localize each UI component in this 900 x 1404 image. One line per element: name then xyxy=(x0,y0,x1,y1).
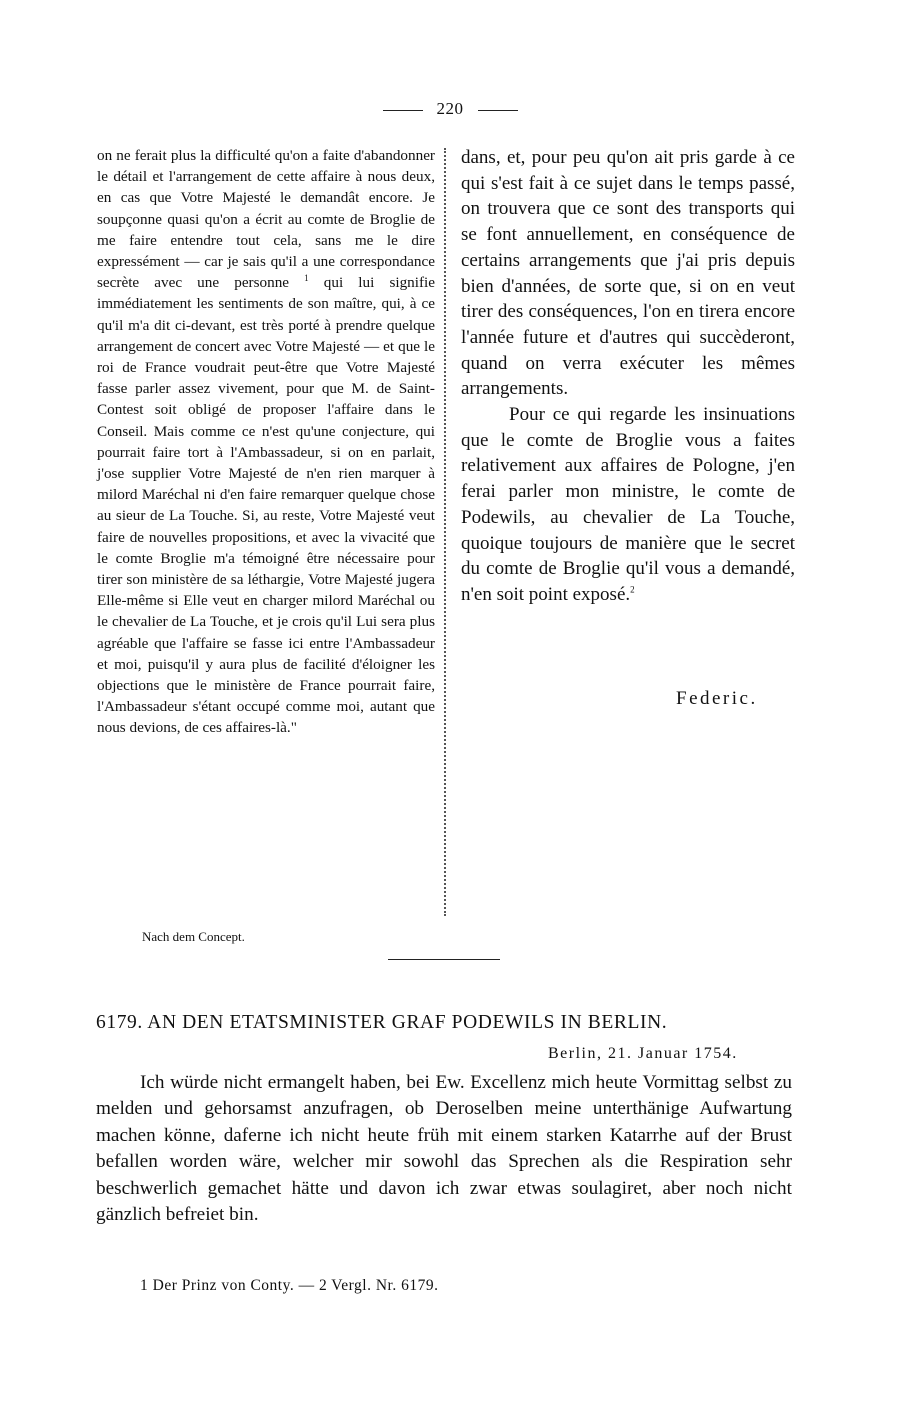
letter-date: Berlin, 21. Januar 1754. xyxy=(548,1045,738,1062)
column-divider xyxy=(444,148,446,916)
left-column-text: on ne ferait plus la difficulté qu'on a faite d'abandonner le détail et l'arrangement de cette affaire à nous deux, en cas que Votre Majesté le demandât encore. Je soupçonne quasi qu'on a écrit au comte de Broglie de me faire entendre tout cela, sans me le dire expressément — car je sais qu'il a une correspondance secrète avec une personne xyxy=(97,147,435,292)
left-column-paragraph xyxy=(97,145,435,739)
right-column-paragraph-2-text: Pour ce qui regarde les insinuations que le comte de Broglie vous a faites relativement aux affaires de Pologne, j'en ferai parler mon ministre, le comte de Podewils, au chevalier de La Touche, quoique toujours de manière que le secret du comte de Broglie qu'il vous a demandé, n'en soit point exposé. xyxy=(461,404,795,605)
footnotes: 1 Der Prinz von Conty. — 2 Vergl. Nr. 6179. xyxy=(140,1277,439,1294)
left-column xyxy=(97,145,435,739)
footnote-marker-1: 1 xyxy=(304,273,309,284)
header-dash-left xyxy=(383,110,423,111)
footnote-marker-2: 2 xyxy=(630,584,635,595)
letter-body xyxy=(96,1070,792,1228)
source-note: Nach dem Concept. xyxy=(142,929,245,944)
signature: Federic. xyxy=(676,688,758,709)
right-column xyxy=(461,145,795,608)
letter-body-text: Ich würde nicht ermangelt haben, bei Ew. Excellenz mich heute Vormittag selbst zu melden und gehorsamst anzufragen, ob Deroselben meine unterthänige Aufwartung machen könne, daferne ich nicht heute früh mit einem starken Katarrhe auf der Brust befallen worden wäre, welcher mir sowohl das Sprechen als die Respiration sehr beschwerlich gemachet hätte und davon ich zwar etwas soulagiret, aber noch nicht gänzlich befreiet bin. xyxy=(96,1072,792,1226)
right-column-paragraph-2 xyxy=(461,402,795,608)
right-column-paragraph-1: dans, et, pour peu qu'on ait pris garde à ce qui s'est fait à ce sujet dans le temps passé, on trouvera que ce sont des transports qui se font annuellement, en conséquence de certains arrangements que j'ai pris depuis bien d'années, de sorte que, si on en veut tirer des conséquences, l'on en tirera encore l'année future et d'autres qui succèderont, quand on verra exécuter les mêmes arrangements. xyxy=(461,147,795,400)
left-column-text-continued: qui lui signifie immédiatement les sentiments de son maître, qui, à ce qu'il m'a dit ci-devant, est très porté à prendre quelque arrangement de concert avec Votre Majesté — et que le roi de France voudrait peut-être que Votre Majesté fasse parler assez vivement, pour que M. de Saint-Contest soit obligé de proposer l'affaire dans le Conseil. Mais comme ce n'est qu'une conjecture, qui pourrait faire tort à l'Ambassadeur, si on en parlait, j'ose supplier Votre Majesté de n'en rien marquer à milord Maréchal ni d'en faire remarquer quelque chose au sieur de La Touche. Si, au reste, Votre Majesté veut faire de nouvelles propositions, et avec la vivacité que le comte Broglie m'a témoigné être nécessaire pour tirer son ministère de sa léthargie, Votre Majesté jugera Elle-même si Elle veut en charger milord Maréchal ou le chevalier de La Touche, et je crois qu'il Lui sera plus agréable que l'affaire se fasse ici entre l'Ambassadeur et moi, puisqu'il y aura plus de facilité d'éloigner les objections que le ministère de France pourrait faire, l'Ambassadeur s'étant occupé comme moi, autant que nous devions, de ces affaires-là." xyxy=(97,274,435,737)
page-number: 220 xyxy=(436,99,464,118)
page-header xyxy=(0,99,900,119)
letter-title: 6179. AN DEN ETATSMINISTER GRAF PODEWILS IN BERLIN. xyxy=(96,1012,668,1033)
section-separator xyxy=(388,959,500,960)
header-dash-right xyxy=(478,110,518,111)
